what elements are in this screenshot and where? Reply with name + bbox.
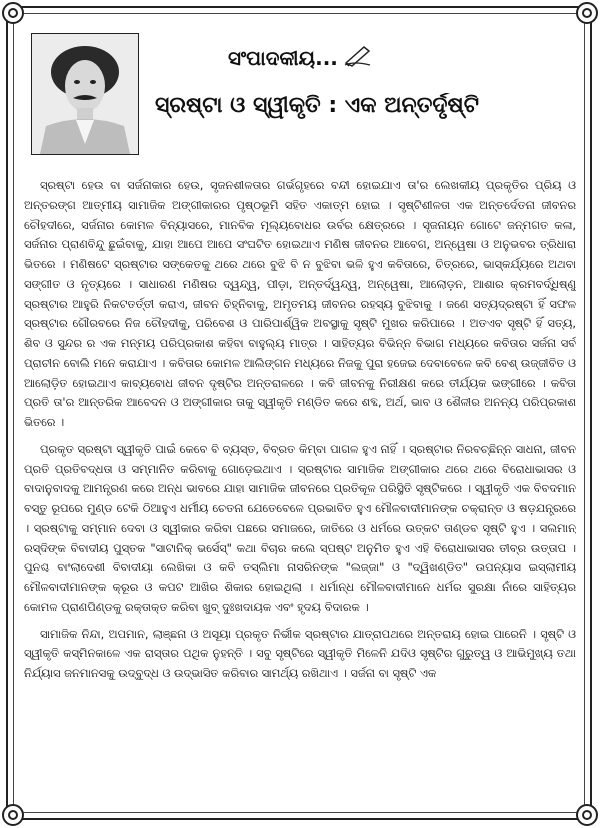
corner-ornament-icon — [576, 2, 598, 24]
article-title: ସ୍ରଷ୍ଟା ଓ ସ୍ୱୀକୃତି : ଏକ ଅନ୍ତର୍ଦୃଷ୍ଟି — [155, 93, 480, 118]
pen-nib-icon — [344, 45, 372, 71]
paragraph-1: ସ୍ରଷ୍ଟା ହେଉ ବା ସର୍ଜନାକାର ହେଉ, ସୃଜନଶୀଳତାର ଗର୍ଭଗୃହରେ ବନ୍ଦୀ ହୋଇଯାଏ ତା'ର ଲେଖକୀୟ ପ୍ରକୃତିର ପ୍ରିୟ ଓ ଅନ୍ତରଙ୍ଗ ଆତ୍ମୀୟ ସାମାଜିକ ଅଙ୍ଗୀକାରର ପୃଷ୍ଠଭୂମି ସହିତ ଏକାତ୍ମ ହୋଇ । ସୃଷ୍ଟିଶୀଳତା ଏକ ଅନ୍ତର୍ଦେତନା ଜୀବନର ଚୌହଦୀରେ, ସର୍ଜନାର କୋମଳ ବିନ୍ୟାସରେ, ମାନବିକ ମୂଲ୍ୟବୋଧର ଉର୍ବର କ୍ଷେତ୍ରରେ । ସୃଜନାୟନ ଗୋଟେ ଜନ୍ମଗତ କଳା, ସର୍ଜନାର ପ୍ରାଣବିନ୍ଦୁ ଛୁଇଁବାକୁ, ଯାହା ଆପେ ଆପେ ସଂଘଟିତ ହୋଇଥାଏ ମଣିଷ ଜୀବନର ଆବେଗ, ଅନ୍ୱେଷା ଓ ଅନୁଭବର ତ୍ରିଧାରା ଭିତରେ । ମଣିଷଟେ ସ୍ରଷ୍ଟାର ସଙ୍କେତକୁ ଥରେ ଥରେ ବୁଝି ବି ନ ବୁଝିବା ଭଳି ହୁଏ କବିତାରେ, ଚିତ୍ରରେ, ଭାସ୍କର୍ଯ୍ୟରେ ଅଥବା ସଙ୍ଗୀତ ଓ ନୃତ୍ୟରେ । ସାଧାରଣ ମଣିଷର ଦ୍ୱନ୍ଦ୍ୱ, ପୀଡ଼ା, ଅନ୍ତର୍ଦ୍ୱନ୍ଦ୍ୱ, ଅନ୍ୱେଷା, ଆଲୋଡ଼ନ, ଆଶାର କ୍ରମବର୍ଦ୍ଧିଷ୍ଣୁ ସ୍ରଷ୍ଟାର ଆହୁରି ନିକଟତର୍ତ୍ତୀ କରାଏ, ଜୀବନ ଚିହ୍ନିବାକୁ, ଅମୃତମୟ ଜୀବନର ରହସ୍ୟ ବୁଝିବାକୁ । ଜଣେ ସତ୍ୟଦ୍ରଷ୍ଟା ହିଁ ସଫଳ ସ୍ରଷ୍ଟାର ଗୌରବରେ ନିଜ ଚୌହଦୀକୁ, ପରିବେଶ ଓ ପାରିପାର୍ଶ୍ୱିକ ଅବସ୍ଥାକୁ ସୃଷ୍ଟି ମୁଖର କରିପାରେ । ଅତଏବ ସୃଷ୍ଟି ହିଁ ସତ୍ୟ, ଶିବ ଓ ସୁନ୍ଦର ର ଏକ ମନ୍ମୟ ପରିପ୍ରକାଶ କହିବା ବାହୁଲ୍ୟ ମାତ୍ର । ସାହିତ୍ୟର ବିଭିନ୍ନ ବିଭାଗ ମଧ୍ୟରେ କବିତାର ସର୍ଜନା ସର୍ବ ପ୍ରାଚୀନ ବୋଲି ମନେ କରାଯାଏ । କବିତାର କୋମଳ ଆଲିଙ୍ଗନ ମଧ୍ୟରେ ନିଜକୁ ପୁରା ହଜେଇ ଦେବାବେଳେ କବି ବେଶ୍ ଉଜ୍ଜୀବିତ ଓ ଆଲୋଡ଼ିତ ହୋଇଥାଏ କାବ୍ୟବୋଧ ଜୀବନ ଦୃଷ୍ଟିର ଅନ୍ତରାଳରେ । କବି ଜୀବନକୁ ନିରୀକ୍ଷଣ କରେ ତୀର୍ଯ୍ୟକ ଭଙ୍ଗୀରେ । କବିତା ପ୍ରତି ତା'ର ଆନ୍ତରିକ ଆବେଦନ ଓ ଅଙ୍ଗୀକାର ତାକୁ ସ୍ୱୀକୃତି ମଣ୍ଡିତ କରେ ଶବ୍ଦ, ଅର୍ଥ, ଭାବ ଓ ଶୈଳୀର ଅନନ୍ୟ ପରିପ୍ରକାଶ ଭିତରେ । — [24, 178, 576, 429]
section-title: ସଂପାଦକୀୟ... — [228, 46, 338, 70]
corner-ornament-icon — [2, 804, 24, 826]
article-body — [24, 176, 576, 812]
author-portrait — [31, 33, 139, 155]
corner-ornament-icon — [2, 2, 24, 24]
paragraph-2: ପ୍ରକୃତ ସ୍ରଷ୍ଟା ସ୍ୱୀକୃତି ପାଇଁ କେବେ ବି ବ୍ୟସ୍ତ, ବିବ୍ରତ କିମ୍ବା ପାଗଳ ହୁଏ ନାହିଁ । ସ୍ରଷ୍ଟାର ନିରବଚ୍ଛିନ୍ନ ସାଧନା, ଜୀବନ ପ୍ରତି ପ୍ରତିବଦ୍ଧତା ଓ ସମ୍ମାନିତ କରିବାକୁ ଗୋଡ଼େଇଥାଏ । ସ୍ରଷ୍ଟାର ସାମାଜିକ ଅଙ୍ଗୀକାର ଥରେ ଥରେ ବିରୋଧାଭାସର ଓ ବାଦାନୁବାଦକୁ ଆମନ୍ତ୍ରଣ କରେ ଅନ୍ଧ ଭାବରେ ଯାହା ସାମାଜିକ ଜୀବନରେ ପ୍ରତିକୂଳ ପରିସ୍ଥିତି ସୃଷ୍ଟିକରେ । ସ୍ୱୀକୃତି ଏକ ବିବଦମାନ ବସ୍ତୁ ରୂପରେ ମୁଣ୍ଡ ଟେକି ଠିଆହୁଏ ଧର୍ମୀୟ ଚେତନା ଯେତେବେଳେ ପ୍ରଭାବିତ ହୁଏ ମୌଳବାଦୀମାନଙ୍କ ଚକ୍ରାନ୍ତ ଓ ଷଡ଼ଯନ୍ତ୍ରରେ । ସ୍ରଷ୍ଟାକୁ ସମ୍ମାନ ଦେବା ଓ ସ୍ୱୀକାର କରିବା ପଛରେ ସମାଜରେ, ଜାତିରେ ଓ ଧର୍ମରେ ଉତ୍କଟ ତାଣ୍ଡବ ସୃଷ୍ଟି ହୁଏ । ସଲମାନ୍ ରସ୍‌ଦିଙ୍କ ବିବାଦୀୟ ପୁସ୍ତକ "ସାଟାନିକ୍ ଭର୍ସେସ୍" କଥା ବିଚାର କଲେ ସ୍ପଷ୍ଟ ଅନୁମିତ ହୁଏ ଏହି ବିରୋଧାଭାସର ତୀବ୍ର ଉତ୍ତାପ । ପୁନଶ୍ଚ ବାଂଲାଦେଶୀ ବିବାଦୀୟା ଲେଖିକା ଓ କବି ତସ୍‌ଲିମା ନାସରିନଙ୍କ "ଲଜ୍ଜା" ଓ "ଦ୍ୱିଖଣ୍ଡିତ" ଉପନ୍ୟାସ ଇସ୍‌ଲାମୀୟ ମୌଳବାଦୀମାନଙ୍କ କ୍ରୂର ଓ କପଟ ଆଖିର ଶିକାର ହୋଇଥିଲା । ଧର୍ମାନ୍ଧ ମୌଳବାଦୀମାନେ ଧର୍ମର ସୁରକ୍ଷା ନାଁରେ ସାହିତ୍ୟର କୋମଳ ପ୍ରାଣପିଣ୍ଡକୁ ରକ୍ତାକ୍ତ କରିବା ଖୁବ୍ ଦୁଃଖଦାୟକ ଏବଂ ହୃଦୟ ବିଦାରକ । — [24, 441, 576, 614]
corner-ornament-icon — [576, 804, 598, 826]
paragraph-3: ସାମାଜିକ ନିନ୍ଦା, ଅପମାନ, ଲାଞ୍ଛନା ଓ ଅସୂୟା ପ୍ରକୃତ ନିର୍ଭୀକ ସ୍ରଷ୍ଟାର ଯାତ୍ରାପଥରେ ଅନ୍ତରାୟ ହୋଇ ପାରେନି । ସୃଷ୍ଟି ଓ ସ୍ୱୀକୃତି କସ୍ମିନକାଳେ ଏକ ରାସ୍ତାର ପଥିକ ନୁହନ୍ତି । ସବୁ ସୃଷ୍ଟିରେ ସ୍ୱୀକୃତି ମିଳେନି ଯଦିଓ ସୃଷ୍ଟିର ଗୁରୁତ୍ୱ ଓ ଆଭିମୁଖ୍ୟ ତଥା ନିର୍ଯ୍ୟାସ ଜନମାନସକୁ ଉଦ୍‌ବୁଦ୍ଧ ଓ ଉଦ୍‌ଭାସିତ କରିବାର ସାମର୍ଥ୍ୟ ରଖିଥାଏ । ସର୍ଜନା ବା ସୃଷ୍ଟି ଏକ — [24, 626, 576, 680]
editorial-header — [228, 38, 428, 78]
